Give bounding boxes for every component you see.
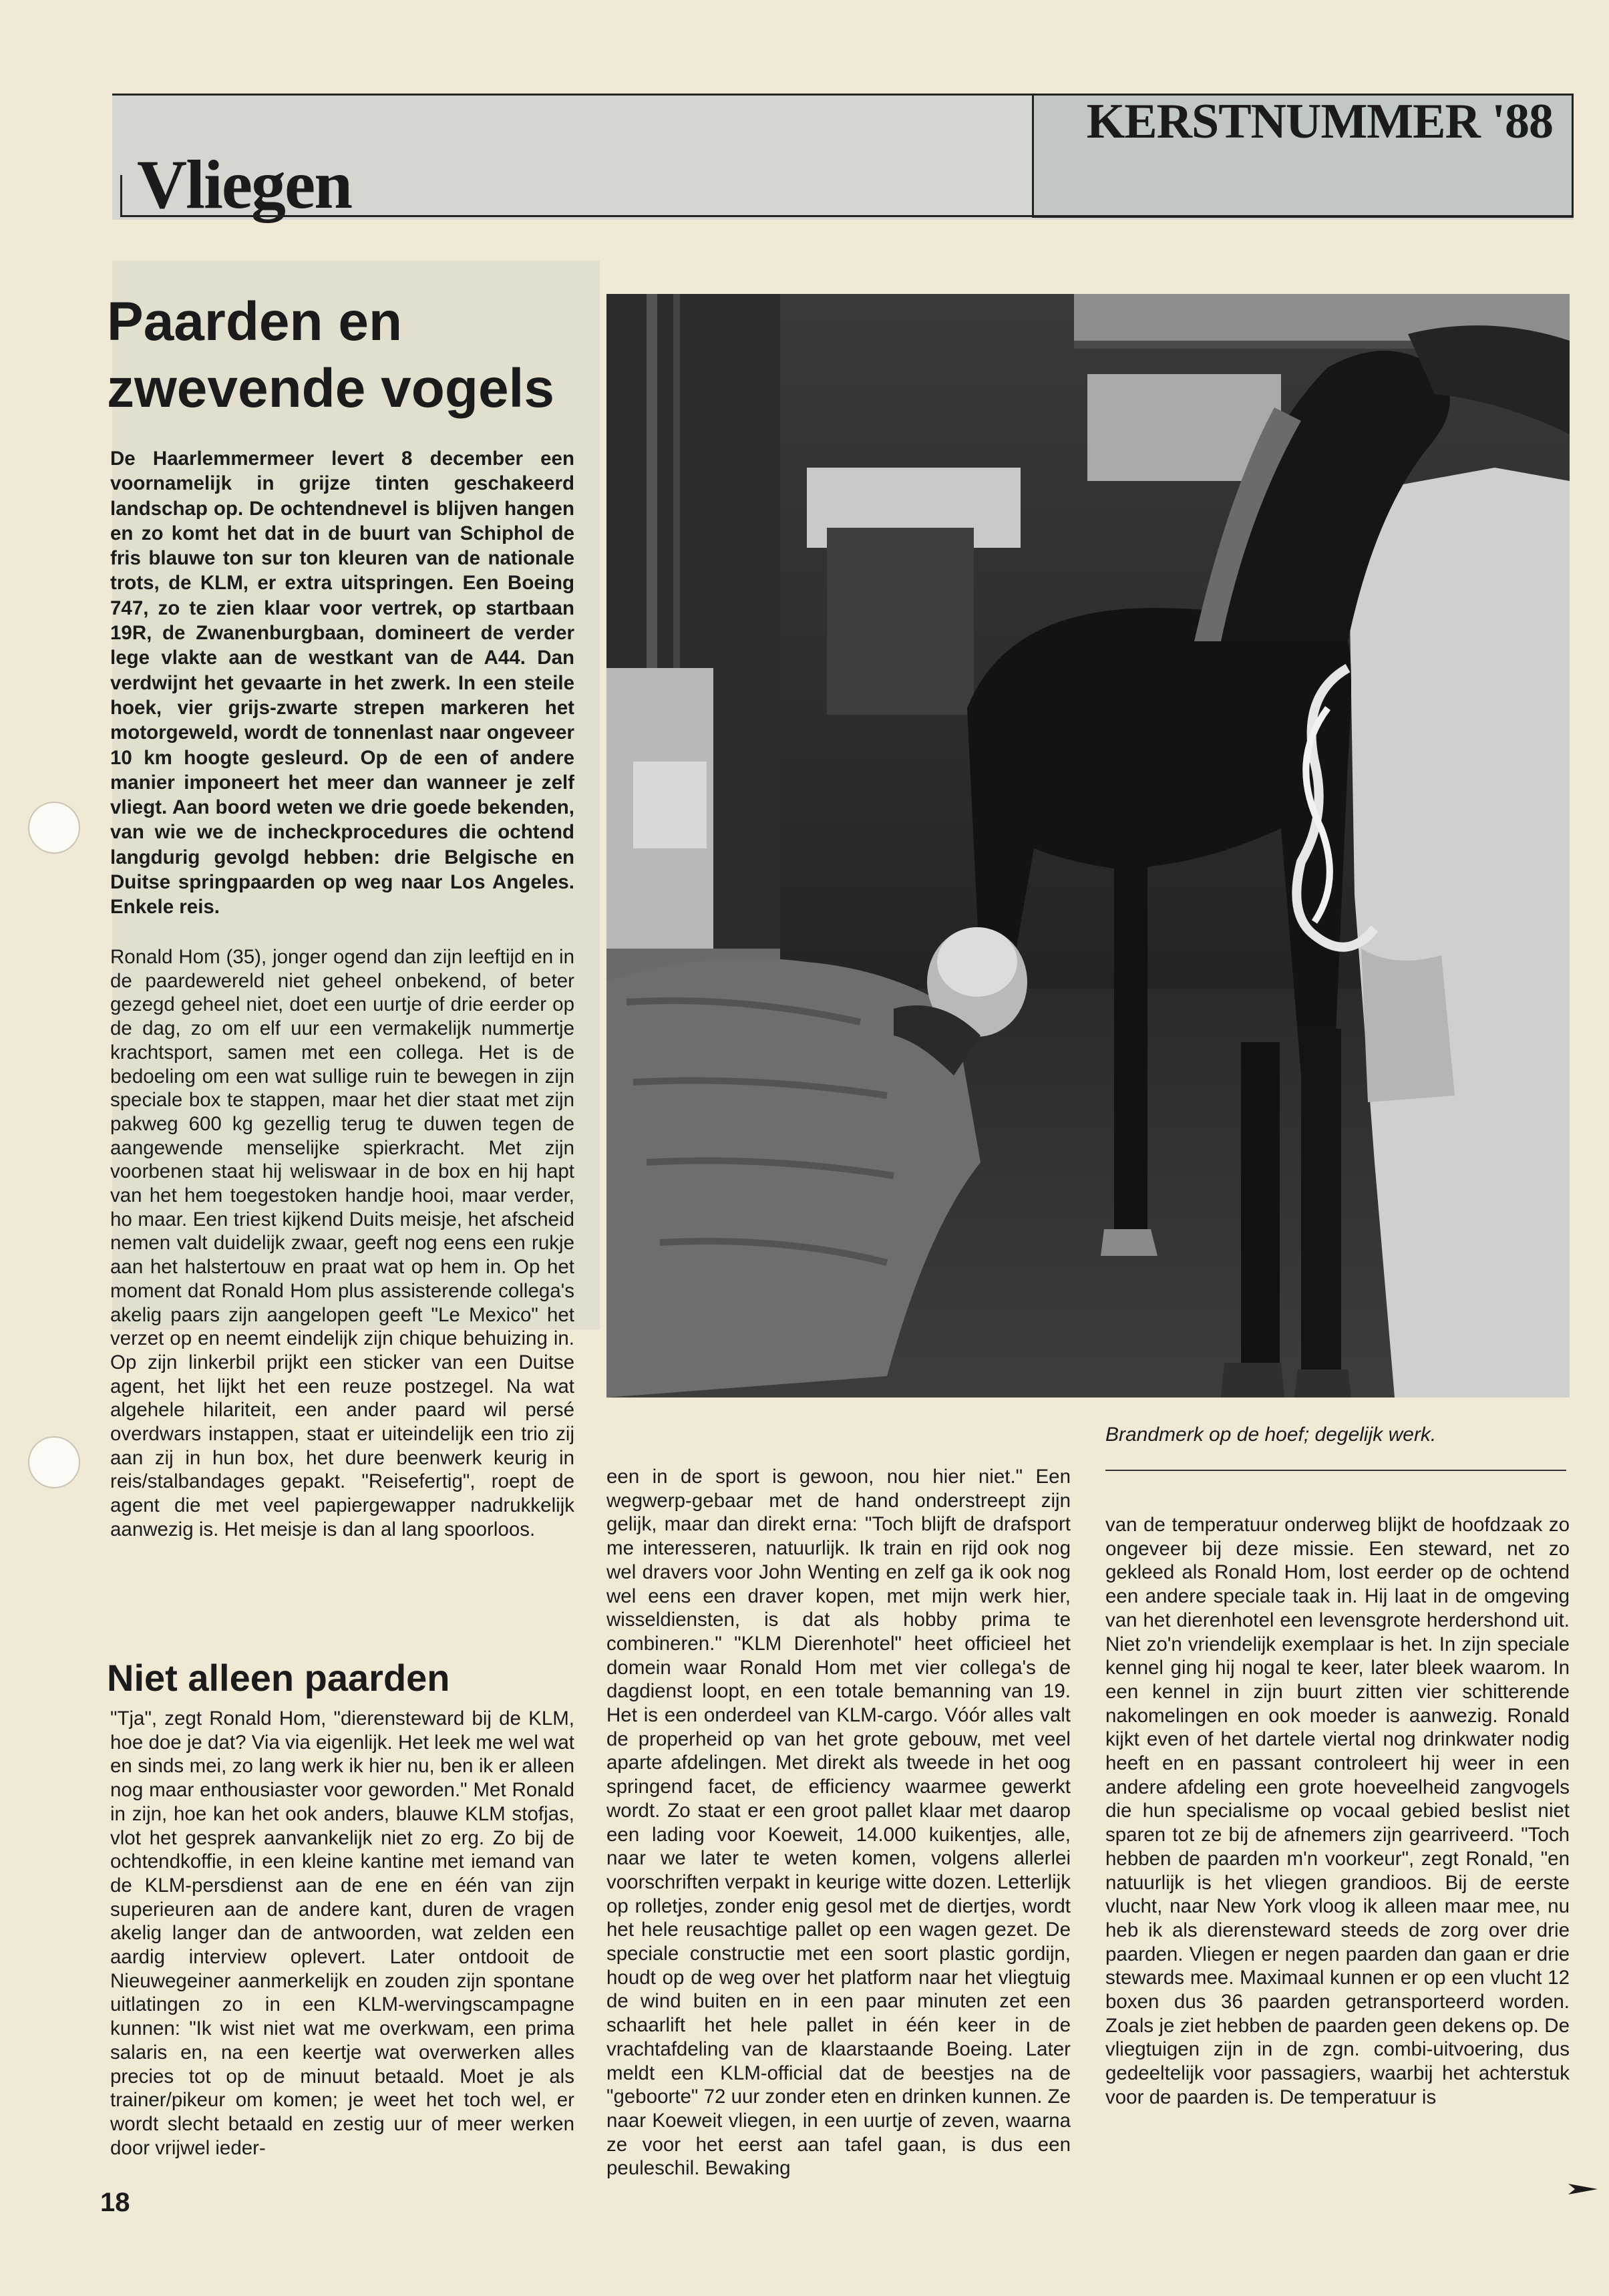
arrow-right-icon [1568, 2180, 1598, 2198]
headline-line-1: Paarden en [107, 291, 403, 352]
article-subhead: Niet alleen paarden [107, 1657, 450, 1699]
punch-hole [28, 802, 80, 854]
column-3-body: van de temperatuur onderweg blijkt de hoofdzaak zo ongeveer bij deze missie. Een steward, net zo gekleed als Ronald Hom, lost eerder op de ochtend een andere speciale taak in. Hij laat in de omgeving van het dierenhotel een levensgrote herdershond uit. Niet zo'n vriendelijk exemplaar is het. In zijn speciale kennel ging hij nogal te keer, later bleek waarom. In een kennel in zijn buurt zitten vier schitterende nakomelingen en ook moeder is aanwezig. Ronald kijkt even of het dartele viertal nog drinkwater nodig heeft en en passant controleert hij weer in een andere afdeling een grote hoeveelheid zangvogels die hun specialisme op vocaal gebied beslist niet sparen tot ze bij de afnemers zijn gearriveerd. "Toch hebben de paarden m'n voorkeur", zegt Ronald, "en natuurlijk is het vliegen grandioos. Bij de eerste vlucht, naar New York vloog ik alleen maar mee, nu heb ik als dierensteward steeds de zorg over drie paarden. Vliegen er negen paarden dan gaan er drie stewards mee. Maximaal kunnen er op een vlucht 12 boxen dus 36 paarden getransporteerd worden. Zoals je ziet hebben de paarden geen dekens op. De vliegtuigen zijn in de zgn. combi-uitvoering, dus gedeeltelijk voor passagiers, waarbij het achterstuk voor de paarden is. De temperatuur is [1105, 1514, 1570, 2108]
headline-line-2: zwevende vogels [107, 358, 554, 419]
column-1-body-continued: "Tja", zegt Ronald Hom, "dierensteward bij de KLM, hoe doe je dat? Via via eigenlijk. Het leek me wel wat en sinds mei, zo lang werk ik hier nu, ben ik er alleen nog maar enthousiaster voor geworden." Met Ronald in zijn, hoe kan het ook anders, blauwe KLM stofjas, vlot het gesprek aanvankelijk niet zo erg. Zo bij de ochtendkoffie, in een kleine kantine met iemand van de KLM-persdienst aan de ene en één van zijn superieuren aan de andere kant, duren de vragen akelig langer dan de antwoorden, wat zelden een aardig interview oplevert. Later ontdooit de Nieuwegeiner aanmerkelijk en zouden zijn spontane uitlatingen zo in een KLM-wervingscampagne kunnen: "Ik wist niet wat me overkwam, een prima salaris en, na een keertje wat overwerken alles precies tot op de minuut betaald. Moet je als trainer/pikeur om komen; je weet het toch wel, er wordt slecht betaald en zestig uur of meer werken door vrijwel ieder- [110, 1707, 574, 2159]
section-title-rule [120, 215, 1574, 217]
section-title-tick [120, 175, 122, 216]
column-1-body: Ronald Hom (35), jonger ogend dan zijn leeftijd en in de paardewereld niet geheel onbekend, of beter gezegd geheel niet, doet een uurtje of drie eerder op de dag, zo om elf uur een vermakelijk nummertje krachtsport, samen met een collega. Het is de bedoeling om een wat sullige ruin te bewegen in zijn speciale box te stappen, maar het dier staat met zijn pakweg 600 kg gezellig terug te duwen tegen de aangewende menselijke spierkracht. Met zijn voorbenen staat hij weliswaar in de box en hij hapt van het hem toegestoken handje hooi, maar verder, ho maar. Een triest kijkend Duits meisje, het afscheid nemen valt duidelijk zwaar, geeft nog eens een rukje aan het halstertouw en praat wat op hem in. Op het moment dat Ronald Hom plus assisterende collega's akelig paars zijn aangelopen geeft "Le Mexico" het verzet op en neemt eindelijk zijn chique behuizing in. Op zijn linkerbil prijkt een sticker van een Duitse agent, het lijkt het een reuze postzegel. Na wat algehele hilariteit, een ander paard wil persé overdwars instappen, staat er uiteindelijk een trio zij aan zij in hun box, het dure beenwerk keurig in reis/stalbandages gepakt. "Reisefertig", roept de agent die met veel papiergewapper nadrukkelijk aanwezig is. Het meisje is dan al lang spoorloos. [110, 946, 574, 1540]
caption-rule [1105, 1470, 1566, 1471]
issue-label: KERSTNUMMER '88 [1086, 94, 1553, 149]
photo-caption: Brandmerk op de hoef; degelijk werk. [1105, 1424, 1437, 1446]
punch-hole [28, 1436, 80, 1488]
page-number: 18 [100, 2188, 130, 2217]
photo-horse-hoof [606, 294, 1570, 1398]
section-title: Vliegen [137, 146, 352, 223]
article-lead: De Haarlemmermeer levert 8 december een voornamelijk in grijze tinten geschakeerd landschap op. De ochtendnevel is blijven hangen en zo komt het dat in de buurt van Schiphol de fris blauwe ton sur ton kleuren van de nationale trots, de KLM, er extra uitspringen. Een Boeing 747, zo te zien klaar voor vertrek, op startbaan 19R, de Zwanenburgbaan, domineert de verder lege vlakte aan de westkant van de A44. Dan verdwijnt het gevaarte in het zwerk. In een steile hoek, vier grijs-zwarte strepen markeren het motorgeweld, wordt de tonnenlast naar ongeveer 10 km hoogte gesleurd. Op de een of andere manier imponeert het meer dan wanneer je zelf vliegt. Aan boord weten we drie goede bekenden, van wie we de incheckprocedures die ochtend langdurig gevolgd hebben: drie Belgische en Duitse springpaarden op weg naar Los Angeles. Enkele reis. [110, 448, 574, 919]
article-headline [107, 289, 614, 422]
column-2-body: een in de sport is gewoon, nou hier niet." Een wegwerp-gebaar met de hand onderstreept zijn gelijk, maar dan direkt erna: "Toch blijft de drafsport me interesseren, natuurlijk. Ik train en rijd ook nog wel dravers voor John Wenting en zelf ga ik ook nog wel eens een draver kopen, met mijn werk hier, wisseldiensten, is dat als hobby prima te combineren." "KLM Dierenhotel" heet officieel het domein waar Ronald Hom met vier collega's de dagdienst loopt, en een totale bemanning van 19. Het is een onderdeel van KLM-cargo. Vóór alles valt de properheid op van het grote gebouw, met veel aparte afdelingen. Met direkt als tweede in het oog springend facet, de efficiency waarmee gewerkt wordt. Zo staat er een groot pallet klaar met daarop een lading voor Koeweit, 14.000 kuikentjes, alle, naar we later te weten komen, volgens allerlei voorschriften verpakt in keurige witte dozen. Letterlijk op rolletjes, zonder enig gesol met de diertjes, wordt het hele reusachtige pallet op een wagen gezet. De speciale constructie met een soort plastic gordijn, houdt op de weg over het platform naar het vliegtuig de wind buiten en in een paar minuten zet een schaarlift het hele pallet in één keer in de vrachtafdeling van de klaarstaande Boeing. Later meldt een KLM-official dat de beestjes na de "geboorte" 72 uur zonder eten en drinken kunnen. Ze naar Koeweit vliegen, in een uurtje of zeven, waarna ze voor het eerst aan tafel gaan, is dus een peuleschil. Bewaking [606, 1466, 1071, 2180]
